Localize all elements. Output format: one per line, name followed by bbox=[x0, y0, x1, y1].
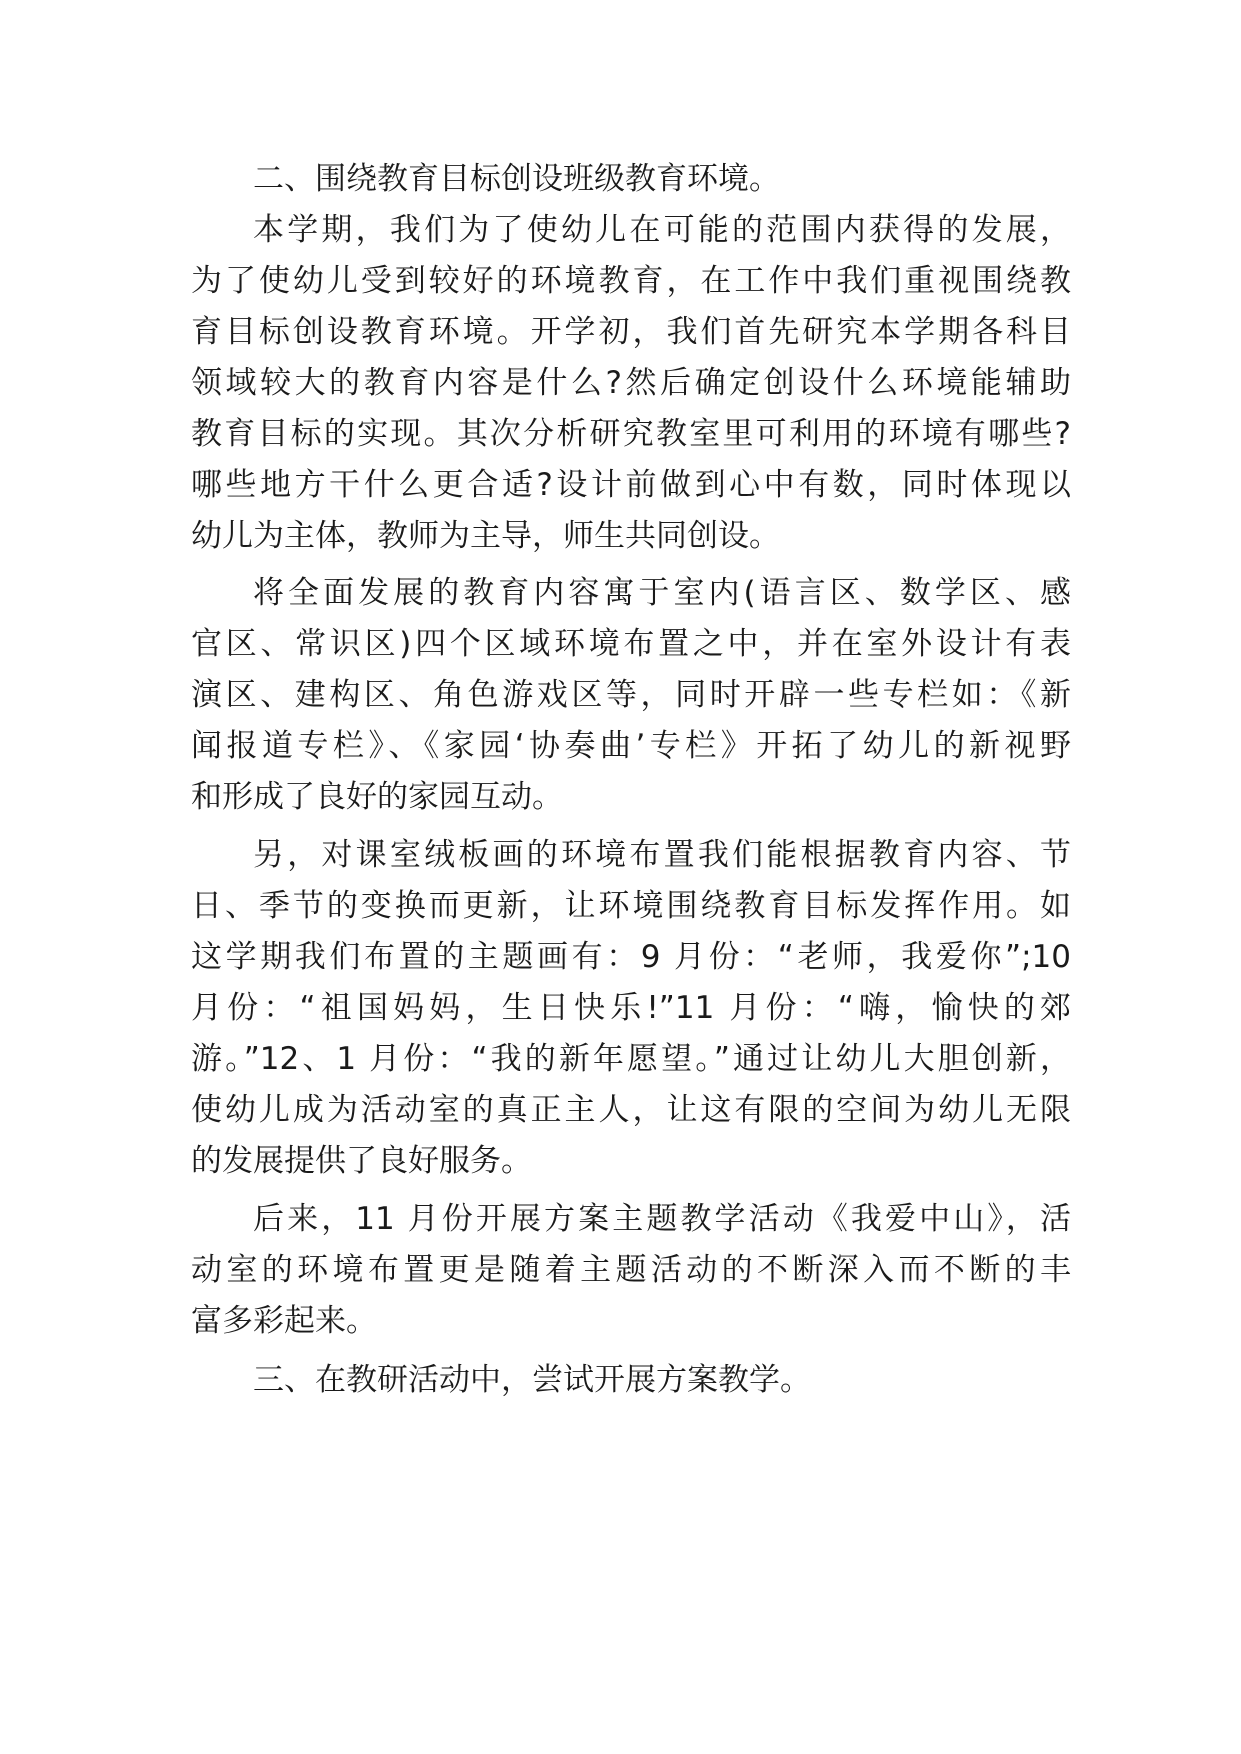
paragraph-line: 本学期，我们为了使幼儿在可能的范围内获得的发展， bbox=[253, 212, 1071, 248]
paragraph-line: 动室的环境布置更是随着主题活动的不断深入而不断的丰 bbox=[191, 1252, 1071, 1288]
paragraph-line: 官区、常识区)四个区域环境布置之中，并在室外设计有表 bbox=[191, 626, 1071, 662]
paragraph-line: 另，对课室绒板画的环境布置我们能根据教育内容、节 bbox=[253, 837, 1071, 873]
paragraph-line: 富多彩起来。 bbox=[191, 1303, 377, 1339]
section-heading-3: 三、在教研活动中，尝试开展方案教学。 bbox=[253, 1362, 811, 1398]
paragraph-line: 演区、建构区、角色游戏区等，同时开辟一些专栏如：《新 bbox=[191, 677, 1071, 713]
paragraph-line: 日、季节的变换而更新，让环境围绕教育目标发挥作用。如 bbox=[191, 888, 1071, 924]
section-heading-2: 二、围绕教育目标创设班级教育环境。 bbox=[253, 161, 780, 197]
paragraph-line: 教育目标的实现。其次分析研究教室里可利用的环境有哪些? bbox=[191, 416, 1071, 452]
paragraph-line: 育目标创设教育环境。开学初，我们首先研究本学期各科目 bbox=[191, 314, 1071, 350]
paragraph-line: 和形成了良好的家园互动。 bbox=[191, 779, 563, 815]
paragraph-line: 的发展提供了良好服务。 bbox=[191, 1143, 532, 1179]
paragraph-line: 月份：“祖国妈妈，生日快乐!”11 月份：“嗨，愉快的郊 bbox=[191, 990, 1071, 1026]
paragraph-line: 哪些地方干什么更合适?设计前做到心中有数，同时体现以 bbox=[191, 467, 1071, 503]
paragraph-line: 闻报道专栏》、《家园‘协奏曲’专栏》开拓了幼儿的新视野 bbox=[191, 728, 1071, 764]
paragraph-line: 游。”12、1 月份：“我的新年愿望。”通过让幼儿大胆创新， bbox=[191, 1041, 1071, 1077]
paragraph-line: 幼儿为主体，教师为主导，师生共同创设。 bbox=[191, 518, 780, 554]
paragraph-line: 领域较大的教育内容是什么?然后确定创设什么环境能辅助 bbox=[191, 365, 1071, 401]
paragraph-line: 使幼儿成为活动室的真正主人，让这有限的空间为幼儿无限 bbox=[191, 1092, 1071, 1128]
paragraph-line: 后来，11 月份开展方案主题教学活动《我爱中山》，活 bbox=[253, 1201, 1071, 1237]
paragraph-line: 将全面发展的教育内容寓于室内(语言区、数学区、感 bbox=[253, 575, 1071, 611]
paragraph-line: 这学期我们布置的主题画有：9 月份：“老师，我爱你”;10 bbox=[191, 939, 1071, 975]
paragraph-line: 为了使幼儿受到较好的环境教育，在工作中我们重视围绕教 bbox=[191, 263, 1071, 299]
